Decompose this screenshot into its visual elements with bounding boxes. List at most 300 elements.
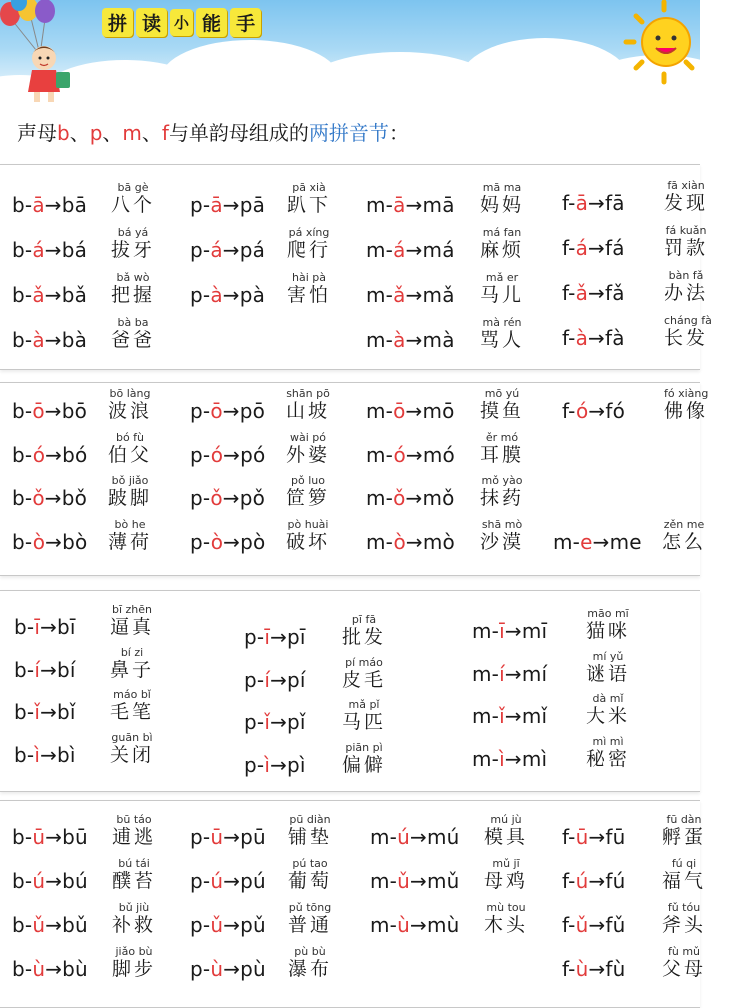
example-word [286, 431, 330, 467]
initial-consonant: m- [472, 619, 500, 643]
initial-consonant: b- [14, 743, 35, 767]
word-pinyin: pá xíng [288, 226, 330, 239]
example-word [110, 603, 154, 639]
spelling-formula [562, 191, 625, 215]
example-word [112, 945, 156, 981]
syllable-entry [0, 175, 709, 215]
syllable-entry [0, 652, 700, 692]
syllable-panel [0, 382, 709, 576]
heading-text: 与单韵母组成的 [168, 121, 309, 145]
initial-consonant: p- [190, 193, 211, 217]
toned-vowel: ù [575, 957, 589, 981]
spelling-formula [14, 700, 76, 724]
syllable-entry [0, 853, 707, 893]
word-pinyin: cháng fà [664, 314, 712, 327]
example-word [288, 945, 332, 981]
spelling-formula [244, 753, 306, 777]
example-word [110, 688, 154, 724]
syllable-entry [0, 514, 707, 554]
word-characters: 逼真 [110, 616, 155, 638]
spelling-formula [366, 443, 455, 467]
word-pinyin: fǔ tóu [667, 901, 701, 914]
initial-consonant: f- [562, 399, 576, 423]
syllable-entry [0, 897, 700, 937]
word-pinyin: mì mì [592, 735, 624, 748]
toned-vowel: ǒ [32, 486, 45, 510]
syllable-entry [0, 737, 700, 777]
result-syllable: →bǒ [44, 486, 88, 510]
initial-consonant: f- [562, 869, 576, 893]
result-syllable: →mǎ [405, 283, 455, 307]
toned-vowel: à [575, 326, 589, 350]
result-syllable: →fù [588, 957, 626, 981]
spelling-formula [562, 913, 626, 937]
syllable-entry [0, 603, 700, 643]
syllable-entry [0, 694, 700, 734]
word-pinyin: bá yá [117, 226, 149, 239]
word-characters: 耳膜 [480, 444, 525, 466]
result-syllable: →pī [270, 625, 306, 649]
word-pinyin: bú tái [118, 857, 150, 870]
word-characters: 八个 [111, 194, 156, 216]
example-word [287, 271, 331, 307]
initial-consonant: b- [12, 530, 33, 554]
toned-vowel: ā [575, 191, 589, 215]
initial-consonant: b- [12, 193, 33, 217]
title-char: 读 [136, 8, 167, 37]
toned-vowel: ù [210, 957, 224, 981]
spelling-formula [12, 825, 88, 849]
syllable-entry [0, 642, 700, 682]
result-syllable: →mǐ [504, 704, 548, 728]
word-pinyin: bí zi [120, 646, 144, 659]
word-pinyin: pí máo [345, 656, 383, 669]
result-syllable: →mǒ [405, 486, 455, 510]
spelling-formula [562, 825, 626, 849]
result-syllable: →bō [44, 399, 88, 423]
result-syllable: →mī [504, 619, 548, 643]
word-characters: 瀑布 [288, 958, 333, 980]
syllable-entry [0, 383, 700, 423]
example-word [111, 316, 155, 352]
example-word [664, 224, 708, 260]
word-characters: 铺垫 [288, 826, 333, 848]
syllable-entry [0, 731, 700, 771]
word-pinyin: fā xiàn [667, 179, 705, 192]
syllable-entry [0, 941, 700, 981]
result-syllable: →pǐ [270, 710, 306, 734]
result-syllable: →mì [504, 747, 548, 771]
result-syllable: →bū [45, 825, 88, 849]
result-syllable: →pó [223, 443, 266, 467]
result-syllable: →pǒ [222, 486, 266, 510]
word-characters: 木头 [484, 914, 529, 936]
example-word [112, 857, 156, 893]
result-syllable: →fú [588, 869, 626, 893]
word-pinyin: má fan [482, 226, 522, 239]
example-word [112, 813, 156, 849]
spelling-formula [12, 486, 87, 510]
toned-vowel: ò [393, 530, 406, 554]
word-pinyin: mú jù [490, 813, 522, 826]
word-characters: 沙漠 [480, 531, 525, 553]
spelling-formula [190, 283, 265, 307]
initial-consonant: m- [472, 662, 500, 686]
toned-vowel: e [580, 530, 593, 554]
word-characters: 办法 [664, 282, 709, 304]
word-characters: 偏僻 [342, 754, 387, 776]
spelling-formula [244, 625, 306, 649]
result-syllable: →pú [223, 869, 266, 893]
result-syllable: →bí [40, 658, 76, 682]
initial-consonant: m- [366, 399, 394, 423]
syllable-entry [0, 220, 709, 260]
result-syllable: →mú [410, 825, 460, 849]
toned-vowel: ó [210, 443, 224, 467]
syllable-entry [0, 809, 700, 849]
example-word [110, 646, 154, 682]
toned-vowel: ī [499, 619, 505, 643]
spelling-formula [12, 530, 87, 554]
result-syllable: →fǔ [588, 913, 626, 937]
initial-consonant: p- [244, 710, 265, 734]
spelling-formula [12, 283, 87, 307]
word-pinyin: mà rén [482, 316, 522, 329]
syllable-entry [0, 427, 700, 467]
spelling-formula [14, 658, 76, 682]
result-syllable: →mā [405, 193, 455, 217]
heading-initial: m [122, 121, 142, 145]
result-syllable: →bù [45, 957, 88, 981]
example-word [288, 813, 332, 849]
syllable-entry [0, 514, 700, 554]
spelling-formula [12, 957, 88, 981]
spelling-formula [12, 869, 88, 893]
word-pinyin: shān pō [286, 387, 330, 400]
word-pinyin: pī fā [351, 613, 377, 626]
example-word [662, 945, 706, 981]
initial-consonant: m- [366, 238, 394, 262]
result-syllable: →bà [44, 328, 88, 352]
result-syllable: →mó [405, 443, 455, 467]
spelling-formula [190, 399, 265, 423]
word-pinyin: bǎ wò [116, 271, 150, 284]
section-heading [17, 117, 409, 146]
toned-vowel: ù [32, 957, 46, 981]
word-pinyin: wài pó [290, 431, 327, 444]
syllable-entry [0, 470, 700, 510]
spelling-formula [190, 443, 265, 467]
example-word [288, 857, 332, 893]
toned-vowel: ú [32, 869, 46, 893]
spelling-formula [190, 869, 266, 893]
toned-vowel: ǒ [393, 486, 406, 510]
example-word [110, 731, 154, 767]
word-pinyin: guān bì [111, 731, 153, 744]
syllable-entry [0, 853, 700, 893]
word-pinyin: mǎ er [485, 271, 519, 284]
syllable-entry [0, 267, 700, 307]
result-syllable: →bī [40, 615, 76, 639]
toned-vowel: ǔ [397, 869, 410, 893]
word-characters: 模具 [484, 826, 529, 848]
example-word [480, 474, 524, 510]
word-characters: 摸鱼 [480, 400, 525, 422]
page-title [102, 6, 261, 38]
word-characters: 脚步 [112, 958, 157, 980]
initial-consonant: b- [12, 486, 33, 510]
example-word [480, 431, 524, 467]
toned-vowel: ì [264, 753, 271, 777]
syllable-entry [0, 609, 700, 649]
heading-separator: 、 [141, 121, 162, 145]
example-word [108, 518, 152, 554]
initial-consonant: f- [562, 326, 576, 350]
spelling-formula [366, 193, 455, 217]
spelling-formula [562, 869, 626, 893]
word-pinyin: mù tou [486, 901, 526, 914]
heading-text: 声母 [17, 121, 57, 145]
initial-consonant: m- [472, 747, 500, 771]
toned-vowel: á [32, 238, 45, 262]
example-word [111, 271, 155, 307]
initial-consonant: p- [190, 913, 211, 937]
word-characters: 破坏 [286, 531, 331, 553]
initial-consonant: b- [12, 913, 33, 937]
word-pinyin: pǒ luo [291, 474, 325, 487]
word-characters: 爬行 [287, 239, 332, 261]
toned-vowel: ǔ [210, 913, 224, 937]
word-characters: 大米 [586, 705, 631, 727]
word-characters: 鼻子 [110, 659, 155, 681]
word-characters: 逋逃 [112, 826, 157, 848]
toned-vowel: ī [264, 625, 271, 649]
example-word [480, 316, 524, 352]
spelling-formula [12, 328, 87, 352]
syllable-entry [0, 427, 700, 467]
word-characters: 发现 [664, 192, 709, 214]
initial-consonant: b- [12, 825, 33, 849]
word-pinyin: pú tao [292, 857, 328, 870]
toned-vowel: ǐ [34, 700, 41, 724]
toned-vowel: ó [32, 443, 46, 467]
word-characters: 福气 [662, 870, 707, 892]
example-word [108, 474, 152, 510]
initial-consonant: b- [12, 443, 33, 467]
spelling-formula [366, 328, 455, 352]
heading-separator: 、 [69, 121, 90, 145]
syllable-entry [0, 267, 700, 307]
initial-consonant: b- [14, 658, 35, 682]
toned-vowel: ō [393, 399, 406, 423]
example-word [586, 650, 630, 686]
spelling-formula [190, 238, 265, 262]
spelling-formula [12, 443, 87, 467]
syllable-entry [0, 222, 700, 262]
initial-consonant: m- [366, 328, 394, 352]
word-pinyin: bó fù [115, 431, 145, 444]
toned-vowel: ì [499, 747, 505, 771]
word-characters: 拔牙 [111, 239, 156, 261]
toned-vowel: ù [397, 913, 410, 937]
example-word [664, 387, 708, 423]
result-syllable: →pǔ [223, 913, 266, 937]
heading-initial: b [57, 121, 70, 145]
example-word [111, 181, 155, 217]
example-word [342, 698, 386, 734]
result-syllable: →fà [588, 326, 625, 350]
example-word [112, 901, 156, 937]
initial-consonant: m- [366, 530, 394, 554]
word-pinyin: máo bǐ [113, 688, 151, 701]
syllable-entry [0, 312, 700, 352]
word-characters: 父母 [662, 958, 707, 980]
initial-consonant: p- [190, 399, 211, 423]
initial-consonant: b- [12, 399, 33, 423]
word-pinyin: hài pà [292, 271, 326, 284]
initial-consonant: f- [562, 957, 576, 981]
result-syllable: →mō [405, 399, 455, 423]
syllable-entry [0, 688, 700, 728]
result-syllable: →fá [588, 236, 625, 260]
initial-consonant: b- [14, 615, 35, 639]
title-char: 小 [170, 9, 193, 36]
result-syllable: →fó [588, 399, 626, 423]
spelling-formula [12, 193, 87, 217]
word-characters: 骂人 [480, 329, 525, 351]
syllable-entry [0, 853, 700, 893]
syllable-entry [0, 941, 700, 981]
initial-consonant: f- [562, 913, 576, 937]
syllable-entry [0, 897, 707, 937]
result-syllable: →fǎ [588, 281, 625, 305]
initial-consonant: m- [370, 913, 398, 937]
syllable-entry [0, 265, 709, 305]
spelling-formula [190, 530, 265, 554]
spelling-formula [366, 399, 455, 423]
initial-consonant: m- [366, 283, 394, 307]
toned-vowel: ō [32, 399, 45, 423]
spelling-formula [12, 238, 87, 262]
syllable-entry [0, 470, 700, 510]
initial-consonant: m- [366, 193, 394, 217]
word-characters: 马匹 [342, 711, 387, 733]
word-pinyin: fú qi [671, 857, 697, 870]
toned-vowel: ǎ [393, 283, 406, 307]
syllable-entry [0, 684, 700, 724]
result-syllable: →pū [223, 825, 266, 849]
toned-vowel: ā [393, 193, 406, 217]
initial-consonant: b- [14, 700, 35, 724]
result-syllable: →bā [44, 193, 88, 217]
initial-consonant: p- [190, 486, 211, 510]
initial-consonant: p- [190, 869, 211, 893]
word-pinyin: pū diàn [289, 813, 331, 826]
example-word [664, 179, 708, 215]
word-pinyin: mō yú [484, 387, 520, 400]
spelling-formula [244, 668, 306, 692]
word-pinyin: shā mò [481, 518, 523, 531]
word-characters: 葡萄 [288, 870, 333, 892]
word-characters: 皮毛 [342, 669, 387, 691]
toned-vowel: ú [575, 869, 589, 893]
example-word [484, 857, 528, 893]
result-syllable: →bì [40, 743, 76, 767]
syllable-entry [0, 646, 700, 686]
result-syllable: →pà [222, 283, 266, 307]
word-characters: 妈妈 [480, 194, 525, 216]
example-word [286, 474, 330, 510]
result-syllable: →mò [405, 530, 455, 554]
initial-consonant: f- [562, 825, 576, 849]
result-syllable: →bó [45, 443, 88, 467]
toned-vowel: ī [34, 615, 41, 639]
word-characters: 斧头 [662, 914, 707, 936]
syllable-entry [0, 383, 700, 423]
toned-vowel: ū [32, 825, 46, 849]
syllable-entry [0, 727, 700, 767]
example-word [342, 656, 386, 692]
word-characters: 秘密 [586, 748, 631, 770]
word-pinyin: bò he [114, 518, 146, 531]
result-syllable: →má [405, 238, 455, 262]
initial-consonant: b- [12, 869, 33, 893]
word-pinyin: mā ma [482, 181, 522, 194]
word-characters: 爸爸 [111, 329, 156, 351]
syllable-entry [0, 809, 700, 849]
result-syllable: →pā [222, 193, 266, 217]
toned-vowel: ǔ [575, 913, 589, 937]
example-word [662, 857, 706, 893]
spelling-formula [14, 743, 76, 767]
toned-vowel: ò [32, 530, 46, 554]
word-characters: 醭苔 [112, 870, 157, 892]
spelling-formula [12, 399, 87, 423]
initial-consonant: m- [366, 443, 394, 467]
toned-vowel: ā [32, 193, 45, 217]
word-characters: 麻烦 [480, 239, 525, 261]
example-word [662, 518, 706, 554]
word-characters: 害怕 [287, 284, 332, 306]
syllable-entry [0, 267, 700, 307]
word-characters: 关闭 [110, 744, 155, 766]
spelling-formula [366, 530, 455, 554]
title-char: 拼 [102, 8, 133, 37]
word-characters: 母鸡 [484, 870, 529, 892]
toned-vowel: á [393, 238, 406, 262]
word-pinyin: pǔ tōng [288, 901, 332, 914]
syllable-entry [0, 470, 700, 510]
heading-colon: ： [388, 121, 409, 145]
spelling-formula [190, 913, 266, 937]
spelling-formula [366, 486, 455, 510]
syllable-entry [0, 809, 700, 849]
syllable-entry [0, 853, 700, 893]
spelling-formula [370, 825, 460, 849]
initial-consonant: m- [370, 825, 398, 849]
result-syllable: →mí [504, 662, 548, 686]
word-pinyin: mǒ yào [481, 474, 523, 487]
word-pinyin: bàn fǎ [668, 269, 704, 282]
word-characters: 孵蛋 [662, 826, 707, 848]
girl-with-balloons-illustration [0, 0, 100, 108]
word-pinyin: jiǎo bù [115, 945, 153, 958]
toned-vowel: ǐ [264, 710, 271, 734]
result-syllable: →pí [270, 668, 306, 692]
toned-vowel: ǎ [575, 281, 589, 305]
example-word [480, 387, 524, 423]
word-pinyin: fù mǔ [667, 945, 701, 958]
